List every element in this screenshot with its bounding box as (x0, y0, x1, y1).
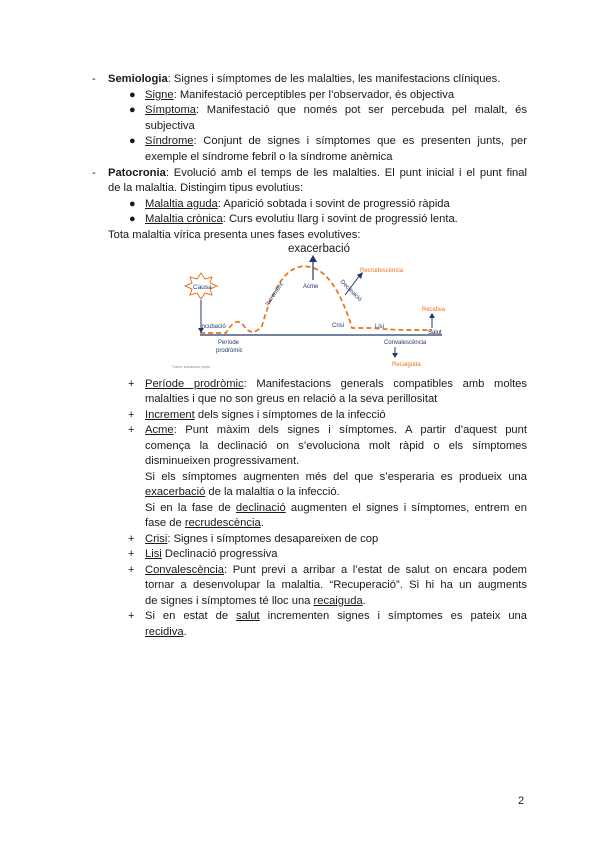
bullet-icon: ● (129, 104, 136, 116)
arrowhead-icon (309, 255, 317, 262)
list-dash: - (92, 167, 96, 179)
term-lisi: Lisi (145, 548, 162, 560)
label-recidiva: Recidiva (422, 307, 446, 313)
semiologia-paragraph (108, 72, 500, 88)
plus-bullet-icon: + (128, 424, 135, 436)
list-item-simptoma (145, 103, 527, 119)
def-simptoma-1: : Manifestació que només pot ser percebuda pel malalt, és (195, 104, 527, 116)
term-signe: Signe (145, 89, 174, 101)
def-convalescencia-3-pre: de signes i símptomes té lloc una (145, 595, 314, 607)
label-increment: Increment (264, 281, 285, 308)
term-exacerbacio: exacerbació (145, 486, 206, 498)
plus-bullet-icon: + (128, 610, 135, 622)
def-periode-1: : Manifestacions generals compatibles amb moltes (243, 378, 527, 390)
term-crisi: Crisi (145, 533, 168, 545)
plus-bullet-icon: + (128, 533, 135, 545)
def-acme-7 (145, 516, 264, 532)
label-declinacio: Declinació (338, 279, 363, 303)
label-incubacio: Incubació (200, 324, 226, 330)
def-acme-7-rest: . (260, 517, 264, 529)
plus-bullet-icon: + (128, 409, 135, 421)
list-dash: - (92, 73, 96, 85)
def-acme-1: : Punt màxim dels signes i símptomes. A partir d’aquest punt (173, 424, 527, 436)
def-acme-6-pre: Si en la fase de (145, 502, 236, 514)
term-simptoma: Símptoma (145, 104, 196, 116)
term-recidiva: recidiva (145, 626, 184, 638)
def-signe: : Manifestació perceptibles per l’observador, és objectiva (173, 89, 455, 101)
term-aguda: Malaltia aguda (145, 198, 218, 210)
term-cronica: Malaltia crònica (145, 213, 223, 225)
list-item-aguda (145, 197, 450, 213)
label-causa: Causa (193, 284, 212, 291)
patocronia-paragraph (108, 166, 527, 182)
def-increment: dels signes i símptomes de la infecció (194, 409, 386, 421)
def-acme-5 (145, 485, 340, 501)
bullet-icon: ● (129, 135, 136, 147)
patocronia-def-1: : Evolució amb el temps de les malalties. El punt inicial i el punt final (165, 167, 527, 179)
def-convalescencia-3-rest: . (362, 595, 366, 607)
plus-bullet-icon: + (128, 378, 135, 390)
item-acme (145, 423, 527, 439)
evolution-curve (200, 266, 432, 333)
bullet-icon: ● (129, 89, 136, 101)
item-convalescencia (145, 563, 527, 579)
label-periode: Període (218, 340, 240, 346)
def-sindrome-1: : Conjunt de signes i símptomes que es presenten junts, per (193, 135, 527, 147)
def-salut-rest: incrementen signes i símptomes es pateix una (259, 610, 527, 622)
def-simptoma-2: subjectiva (145, 120, 195, 132)
phases-intro: Tota malaltia vírica presenta unes fases evolutives: (108, 229, 361, 241)
diagram-credit: Fuente: elaboración propia (172, 365, 210, 369)
def-convalescencia-1: : Punt previ a arribar a l’estat de salut on encara podem (223, 564, 527, 576)
page-number: 2 (518, 795, 525, 807)
def-acme-7-pre: fase de (145, 517, 185, 529)
plus-bullet-icon: + (128, 564, 135, 576)
diagram-title: exacerbació (288, 243, 351, 255)
item-periode (145, 377, 527, 393)
list-item-cronica (145, 212, 458, 228)
item-increment (145, 408, 386, 424)
term-declinacio: declinació (235, 502, 286, 514)
label-crisi: Crisi (332, 323, 344, 329)
def-acme-2: comença la declinació on s’evoluciona molt ràpid o els símptomes (145, 440, 527, 452)
term-periode: Període prodròmic (145, 378, 244, 390)
def-convalescencia-2: tornar a desenvolupar la malaltia. “Recuperació”. Si hi ha un augments (145, 579, 527, 591)
term-convalescencia: Convalescència (145, 564, 224, 576)
def-cronica: : Curs evolutiu llarg i sovint de progressió lenta. (222, 213, 458, 225)
list-item-signe (145, 88, 454, 104)
term-sindrome: Síndrome (145, 135, 194, 147)
def-salut-2 (145, 625, 187, 641)
label-lisi: Lisi (375, 324, 385, 330)
def-acme-4: Si els símptomes augmenten més del que s’esperaria es produeix una (145, 471, 527, 483)
def-sindrome-2: exemple el síndrome febril o la síndrome anèmica (145, 151, 393, 163)
def-acme-3: disminueixen progressivament. (145, 455, 300, 467)
label-recrudescencia: Recrudescència (360, 268, 404, 274)
label-prodromic: prodròmic (216, 348, 243, 354)
def-aguda: : Aparició sobtada i sovint de progressió ràpida (217, 198, 450, 210)
def-convalescencia-3 (145, 594, 366, 610)
plus-bullet-icon: + (128, 548, 135, 560)
def-lisi: Declinació progressiva (161, 548, 278, 560)
term-recaiguda: recaiguda (313, 595, 363, 607)
arrowhead-icon (392, 353, 398, 358)
bullet-icon: ● (129, 198, 136, 210)
term-acme: Acme (145, 424, 174, 436)
def-acme-5-rest: de la malaltia o la infecció. (205, 486, 340, 498)
term-increment: Increment (145, 409, 195, 421)
label-convalescencia: Convalescència (384, 340, 427, 346)
bullet-icon: ● (129, 213, 136, 225)
def-acme-6-rest: augmenten el signes i símptomes, entrem en (285, 502, 527, 514)
term-recrudescencia: recrudescència (184, 517, 261, 529)
def-periode-2: malalties i que no son greus en relació a la seva perillositat (145, 393, 438, 405)
item-salut (145, 609, 527, 625)
patocronia-def-2: de la malaltia. Distingim tipus evolutius: (108, 182, 304, 194)
semiologia-def: : Signes i símptomes de les malalties, les manifestacions clíniques. (167, 73, 501, 85)
term-salut: salut (236, 610, 260, 622)
list-item-sindrome (145, 134, 527, 150)
item-crisi (145, 532, 378, 548)
label-acme: Acme (303, 284, 319, 290)
arrowhead-icon (429, 313, 435, 318)
label-recaiguda: Recaiguda (392, 362, 421, 368)
def-salut-pre: Si en estat de (145, 610, 237, 622)
patocronia-term: Patocronia (108, 167, 166, 179)
def-acme-6 (145, 501, 527, 517)
item-lisi (145, 547, 277, 563)
def-crisi: : Signes i símptomes desapareixen de cop (167, 533, 379, 545)
disease-evolution-diagram (170, 240, 460, 370)
label-salut: Salut (428, 330, 442, 336)
semiologia-term: Semiologia (108, 73, 168, 85)
def-salut-2-rest: . (183, 626, 187, 638)
